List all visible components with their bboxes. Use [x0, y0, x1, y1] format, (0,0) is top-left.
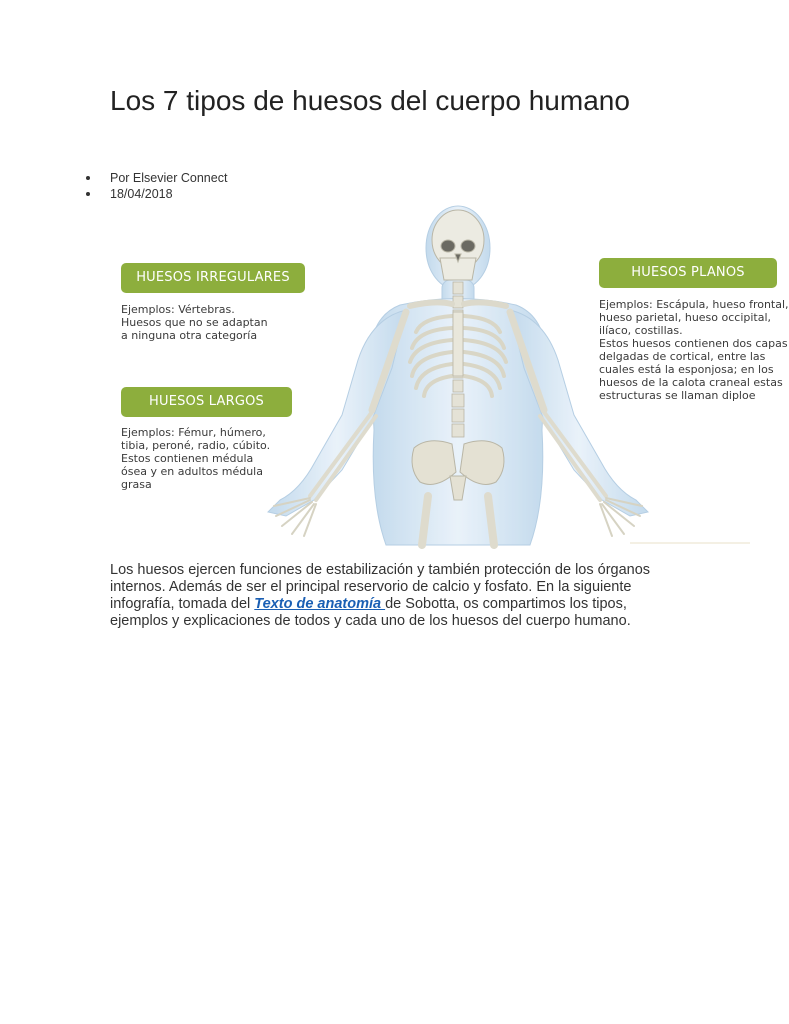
article-paragraph — [110, 562, 655, 630]
huesos-planos-label: HUESOS PLANOS — [599, 258, 777, 288]
date-item: 18/04/2018 — [84, 186, 227, 202]
page-title: Los 7 tipos de huesos del cuerpo humano — [110, 85, 630, 116]
sternum — [453, 312, 463, 376]
texto-de-anatomia-link[interactable]: Texto de anatomía — [254, 596, 386, 612]
paragraph-text-end: de Sobotta, os compartimos los tipos, ejemplos y explicaciones de todos y cada uno de los huesos del cuerpo humano. — [110, 596, 631, 629]
skeleton-infographic — [110, 200, 789, 545]
huesos-irregulares-label: HUESOS IRREGULARES — [121, 263, 305, 293]
article-meta — [84, 170, 227, 202]
paragraph-text-start: Los huesos ejercen funciones de estabilización y también protección de los órganos internos. Además de ser el principal reservorio de calcio y fosfato. En la siguiente infografía, tomada del — [110, 562, 651, 612]
author-item: Por Elsevier Connect — [84, 170, 227, 186]
huesos-irregulares-description: Ejemplos: Vértebras. Huesos que no se adaptan a ninguna otra categoría — [121, 303, 268, 342]
huesos-largos-label: HUESOS LARGOS — [121, 387, 292, 417]
huesos-planos-description: Ejemplos: Escápula, hueso frontal, hueso parietal, hueso occipital, ilíaco, costillas. Estos huesos contienen dos capas delgadas de cortical, entre las cuales está la esponjosa; en los huesos de la calota craneal estas estructuras se llaman diploe — [599, 298, 789, 402]
huesos-largos-description: Ejemplos: Fémur, húmero, tibia, peroné, radio, cúbito. Estos contienen médula ósea y en adultos médula grasa — [121, 426, 271, 491]
article-body — [110, 562, 655, 630]
